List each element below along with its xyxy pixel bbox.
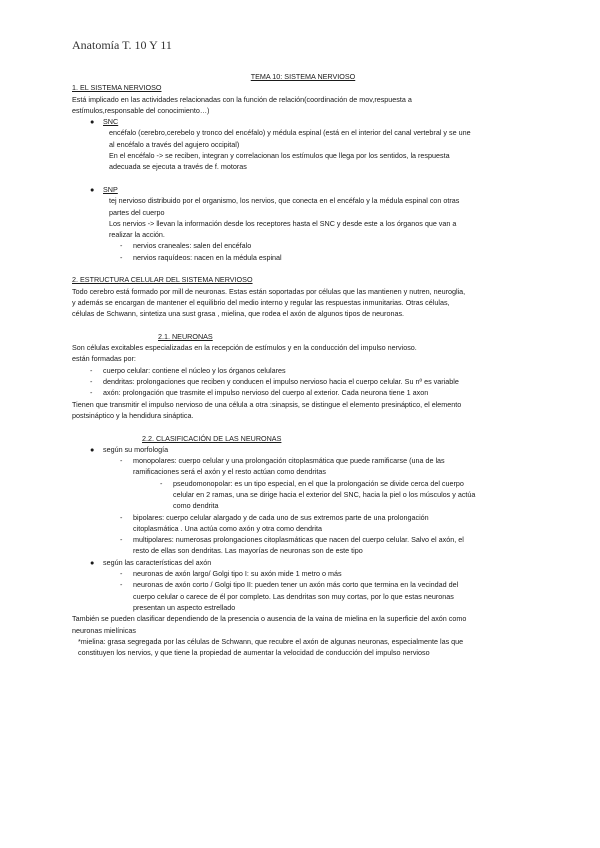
bullet-morfologia	[72, 444, 534, 455]
bullet-label: según su morfología	[103, 444, 169, 454]
paragraph-line: están formadas por:	[72, 354, 136, 364]
bullet-snp	[72, 184, 534, 195]
paragraph-line: postsináptico y la hendidura sináptica.	[72, 410, 194, 420]
paragraph-line: tej nervioso distribuido por el organismo, los nervios, que conecta en el encéfalo y la médula espinal con otras	[109, 196, 460, 206]
bullet-snc	[72, 116, 534, 127]
paragraph-line: En el encéfalo -> se reciben, integran y correlacionan los estímulos que llega por los sentidos, la respuesta	[109, 151, 450, 161]
paragraph-line: Todo cerebro está formado por mill de neuronas. Estas están soportadas por células que las mantienen y nutren, neuroglia,	[72, 286, 466, 296]
list-item: - nervios raquídeos: nacen en la médula espinal	[120, 252, 282, 262]
paragraph-line: *mielina: grasa segregada por las células de Schwann, que recubre el axón de algunas neuronas, especialmente las que	[78, 636, 464, 646]
paragraph-line: Tienen que transmitir el impulso nervioso de una célula a otra :sinapsis, se distingue el elemento presináptico, el elemento	[72, 399, 462, 409]
bullet-icon: ●	[90, 557, 95, 567]
list-item-axon-corto: - neuronas de axón corto / Golgi tipo II: pueden tener un axón más corto que termina en la vecindad del cuerpo celular o carece de él por completo. Las dendritas son muy cortas, por lo que estas neuronas presentan un aspecto estrellado	[120, 580, 459, 612]
bullet-label: SNC	[103, 117, 119, 127]
bullet-axon	[72, 557, 534, 568]
bullet-label: SNP	[103, 184, 118, 194]
paragraph-line: y además se encargan de mantener el equilibrio del medio interno y regular las respuestas inmunitarias. Otras células,	[72, 297, 450, 307]
paragraph-line: encéfalo (cerebro,cerebelo y tronco del encéfalo) y médula espinal (está en el interior del canal vertebral y se une	[109, 128, 471, 138]
section-heading-2: 2. ESTRUCTURA CELULAR DEL SISTEMA NERVIOSO	[72, 275, 253, 285]
bullet-label: según las características del axón	[103, 557, 212, 567]
paragraph-line: estímulos,responsable del conocimiento…)	[72, 105, 210, 115]
section-heading-1: 1. EL SISTEMA NERVIOSO	[72, 83, 162, 93]
paragraph-line: Los nervios -> llevan la información desde los receptores hasta el SNC y desde este a los órganos que van a	[109, 218, 457, 228]
list-item: - nervios craneales: salen del encéfalo	[120, 241, 252, 251]
bullet-icon: ●	[90, 184, 95, 194]
bullet-icon: ●	[90, 117, 95, 127]
subsection-heading-2-1: 2.1. NEURONAS	[158, 331, 213, 341]
paragraph-line: Son células excitables especializadas en la recepción de estímulos y en la conducción del impulso nervioso.	[72, 343, 417, 353]
list-item-monopolares: - monopolares: cuerpo celular y una prolongación citoplasmática que puede ramificarse (una de las ramificaciones será el axón y el resto actúan como dendritas	[120, 456, 445, 477]
paragraph-line: realizar la acción.	[109, 230, 165, 240]
list-item: - dendritas: prolongaciones que reciben y conducen el impulso nervioso hacia el cuerpo celular. Su nº es variable	[90, 377, 459, 387]
list-item: - cuerpo celular: contiene el núcleo y los órganos celulares	[90, 365, 286, 375]
paragraph-line: al encéfalo a través del agujero occipital)	[109, 139, 240, 149]
document-header: Anatomía T. 10 Y 11	[72, 38, 172, 52]
subsection-heading-2-2: 2.2. CLASIFICACIÓN DE LAS NEURONAS	[142, 433, 282, 443]
paragraph-line: Está implicado en las actividades relacionadas con la función de relación(coordinación de mov,respuesta a	[72, 94, 412, 104]
list-item-pseudomonopolar: - pseudomonopolar: es un tipo especial, en el que la prolongación se divide cerca del cuerpo celular en 2 ramas, una se dirige hacia el exterior del SNC, hacia la piel o los músculos y actúa como dendrita	[160, 478, 476, 511]
list-item-multipolares: - multipolares: numerosas prolongaciones citoplasmáticas que nacen del cuerpo celular. Salvo el axón, el resto de ellas son dendritas. Las mayorías de neuronas son de este tipo	[120, 535, 464, 556]
list-item-bipolares: - bipolares: cuerpo celular alargado y de cada uno de sus extremos parte de una prolongación citoplasmática . Una actúa como axón y otra como dendrita	[120, 512, 429, 533]
paragraph-line: adecuada se ejecuta a través de f. motoras	[109, 162, 247, 172]
paragraph-line: partes del cuerpo	[109, 207, 165, 217]
list-item-axon-largo: - neuronas de axón largo/ Golgi tipo I: su axón mide 1 metro o más	[120, 569, 342, 579]
page-title: TEMA 10: SISTEMA NERVIOSO	[250, 72, 356, 81]
list-item: - axón: prolongación que trasmite el impulso nervioso del cuerpo al exterior. Cada neurona tiene 1 axon	[90, 388, 429, 398]
paragraph-line: constituyen los nervios, y que tiene la propiedad de aumentar la velocidad de conducción del impulso nervioso	[78, 648, 430, 658]
paragraph-line: células de Schwann, sintetiza una sust grasa , mielina, que rodea el axón de algunos tipos de neuronas.	[72, 309, 405, 319]
paragraph-line: También se pueden clasificar dependiendo de la presencia o ausencia de la vaina de mielina en la superficie del axón como	[72, 614, 467, 624]
bullet-icon: ●	[90, 444, 95, 454]
paragraph-line: neuronas mielínicas	[72, 625, 136, 635]
document-body	[72, 71, 534, 658]
